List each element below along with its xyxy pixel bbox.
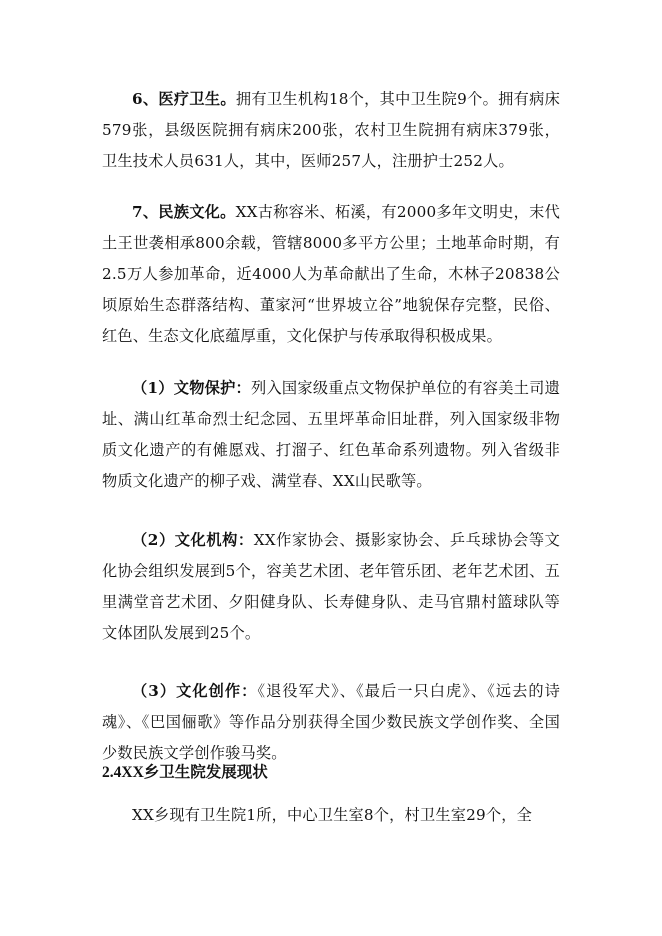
- paragraph-text: 列入国家级重点文物保护单位的有容美土司遗址、满山红革命烈士纪念园、五里坪革命旧址群，列入国家级非物质文化遗产的有傩愿戏、打溜子、红色革命系列遗物。列入省级非物质文化遗产的柳子戏、满堂春、XX山民歌等。: [102, 379, 561, 490]
- paragraph-cultural-institutions: [102, 525, 560, 649]
- paragraph-ethnic-culture: [102, 197, 560, 352]
- paragraph-text: 拥有卫生机构18个，其中卫生院9个。拥有病床579张，县级医院拥有病床200张，农村卫生院拥有病床379张，卫生技术人员631人，其中，医师257人，注册护士252人。: [102, 90, 560, 170]
- paragraph-lead: 7、民族文化。: [132, 203, 236, 221]
- paragraph-lead: （1）文物保护：: [132, 379, 252, 397]
- section-heading-title: 乡卫生院发展现状: [143, 762, 268, 781]
- paragraph-township-health-center: [102, 800, 560, 831]
- paragraph-lead: （2）文化机构：: [132, 531, 254, 549]
- paragraph-lead: 6、医疗卫生。: [132, 90, 236, 108]
- paragraph-text: XX古称容米、柘溪，有2000多年文明史，末代土王世袭相承800余载，管辖8000多平方公里；土地革命时期，有2.5万人参加革命，近4000人为革命献出了生命，木林子20838公顷原始生态群落结构、董家河“世界坡立谷”地貌保存完整，民俗、红色、生态文化底蕴厚重，文化保护与传承取得积极成果。: [102, 203, 560, 345]
- paragraph-cultural-relics: [102, 373, 560, 497]
- section-heading: [102, 756, 268, 788]
- paragraph-text: 《退役军犬》、《最后一只白虎》、《远去的诗魂》、《巴国俪歌》等作品分别获得全国少数民族文学创作奖、全国少数民族文学创作骏马奖。: [102, 682, 561, 762]
- paragraph-text: XX乡现有卫生院1所，中心卫生室8个，村卫生室29个，全: [132, 806, 533, 824]
- paragraph-text: XX作家协会、摄影家协会、乒乓球协会等文化协会组织发展到5个，容美艺术团、老年管乐团、老年艺术团、五里满堂音艺术团、夕阳健身队、长寿健身队、走马官鼎村篮球队等文体团队发展到25个。: [102, 531, 560, 642]
- paragraph-medical-health: [102, 84, 560, 177]
- paragraph-lead: （3）文化创作：: [132, 682, 258, 700]
- section-heading-number: 2.4XX: [102, 764, 144, 781]
